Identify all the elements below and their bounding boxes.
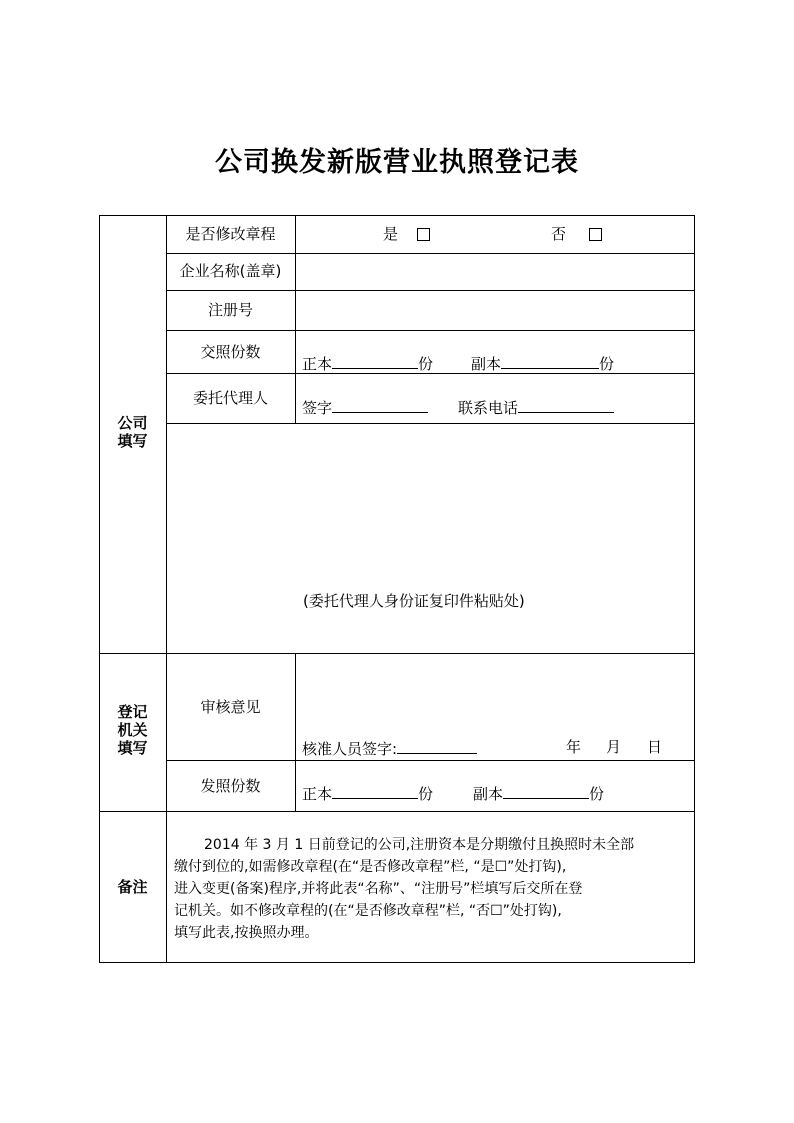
- original-label: 正本: [302, 785, 333, 803]
- row-divider: [166, 290, 695, 291]
- company-name-field[interactable]: [297, 255, 692, 289]
- original-count-blank[interactable]: [332, 353, 418, 369]
- amend-yes-option[interactable]: [383, 225, 430, 243]
- page-title: 公司换发新版营业执照登记表: [215, 147, 579, 178]
- amend-no-label: 否: [551, 225, 567, 243]
- id-copy-paste-note: (委托代理人身份证复印件粘贴处): [303, 592, 525, 610]
- amend-no-checkbox[interactable]: [589, 228, 602, 241]
- duplicate-count-blank[interactable]: [501, 353, 599, 369]
- remarks-text: [174, 834, 688, 944]
- remarks-line: 2014 年 3 月 1 日前登记的公司,注册资本是分期缴付且换照时未全部: [204, 837, 635, 853]
- submitted-copies-label: 交照份数: [200, 343, 261, 361]
- remarks-label: 备注: [117, 878, 148, 896]
- amend-articles-label: 是否修改章程: [185, 225, 276, 243]
- row-divider: [166, 423, 695, 424]
- section-divider: [99, 653, 695, 654]
- unit-label: 份: [589, 785, 605, 803]
- duplicate-label: 副本: [471, 355, 502, 373]
- table-bottom-border: [99, 962, 695, 963]
- review-opinion-field[interactable]: [297, 655, 692, 731]
- remarks-line: 记机关。如不修改章程的(在“是否修改章程”栏, “否☐”处打钩),: [174, 903, 562, 919]
- row-divider: [166, 330, 695, 331]
- company-section-label: 公司 填写: [117, 414, 148, 450]
- registry-section-label: 登记 机关 填写: [117, 703, 148, 757]
- duplicate-label: 副本: [473, 785, 504, 803]
- agent-signature-blank[interactable]: [332, 397, 428, 413]
- unit-label: 份: [599, 355, 615, 373]
- section-label-divider: [166, 215, 167, 963]
- review-opinion-label: 审核意见: [200, 698, 261, 716]
- approver-signature-blank[interactable]: [397, 738, 477, 754]
- agent-label: 委托代理人: [192, 389, 268, 407]
- original-label: 正本: [302, 355, 333, 373]
- row-divider: [166, 373, 695, 374]
- agent-field[interactable]: [302, 397, 614, 417]
- label-value-divider-company: [295, 215, 296, 424]
- issued-copies-label: 发照份数: [200, 777, 261, 795]
- approver-label: 核准人员签字:: [302, 740, 398, 758]
- company-name-label: 企业名称(盖章): [179, 262, 282, 280]
- registration-number-label: 注册号: [207, 301, 253, 319]
- issued-duplicate-blank[interactable]: [503, 783, 589, 799]
- remarks-line: 缴付到位的,如需修改章程(在“是否修改章程”栏, “是☐”处打钩),: [174, 859, 567, 875]
- signature-label: 签字: [302, 399, 333, 417]
- registration-number-field[interactable]: [297, 292, 692, 329]
- amend-no-option[interactable]: [551, 225, 602, 243]
- issued-copies-field[interactable]: [302, 783, 604, 803]
- month-label: 月: [606, 738, 622, 756]
- agent-phone-blank[interactable]: [518, 397, 614, 413]
- remarks-line: 进入变更(备案)程序,并将此表“名称”、“注册号”栏填写后交所在登: [174, 881, 583, 897]
- remarks-line: 填写此表,按换照办理。: [174, 925, 319, 941]
- table-top-border: [99, 215, 695, 216]
- unit-label: 份: [418, 355, 434, 373]
- id-copy-paste-area[interactable]: [168, 425, 693, 652]
- row-divider: [166, 760, 695, 761]
- year-label: 年: [566, 738, 582, 756]
- phone-label: 联系电话: [458, 399, 519, 417]
- amend-yes-checkbox[interactable]: [417, 228, 430, 241]
- amend-yes-label: 是: [383, 225, 399, 243]
- row-divider: [166, 253, 695, 254]
- day-label: 日: [647, 738, 663, 756]
- section-divider: [99, 811, 695, 812]
- table-right-border: [694, 215, 695, 963]
- unit-label: 份: [418, 785, 434, 803]
- table-left-border: [99, 215, 100, 963]
- issued-original-blank[interactable]: [332, 783, 418, 799]
- approver-signature-line: [302, 738, 477, 758]
- label-value-divider-registry: [295, 653, 296, 811]
- submitted-copies-field[interactable]: [302, 353, 614, 373]
